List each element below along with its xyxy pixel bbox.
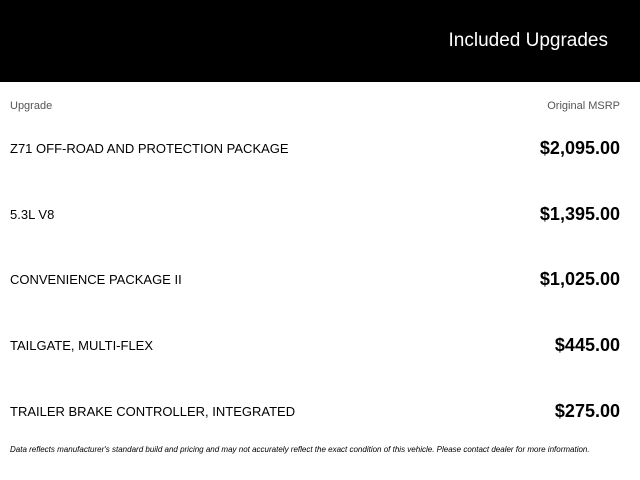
upgrade-price: $2,095.00 [539,138,620,158]
upgrade-price: $275.00 [554,400,620,421]
upgrade-name: CONVENIENCE PACKAGE II [10,272,182,288]
upgrade-row [10,130,620,196]
header-bar [0,0,640,82]
upgrade-price: $445.00 [554,335,620,356]
upgrade-row [10,261,620,327]
upgrade-row [10,327,620,393]
table-header [10,99,620,113]
upgrade-name: TRAILER BRAKE CONTROLLER, INTEGRATED [10,403,296,419]
upgrade-price: $1,025.00 [539,269,620,290]
upgrades-list [10,130,620,458]
msrp-column-header: Original MSRP [547,100,620,112]
upgrade-name: 5.3L V8 [10,206,55,222]
upgrade-name: Z71 OFF-ROAD AND PROTECTION PACKAGE [10,141,289,156]
disclaimer-text: Data reflects manufacturer's standard build and pricing and may not accurately reflect the exact condition of this vehicle. Please contact dealer for more information. [10,445,590,454]
upgrade-column-header: Upgrade [10,100,53,112]
upgrade-row [10,196,620,262]
page-title: Included Upgrades [448,30,608,51]
upgrade-name: TAILGATE, MULTI-FLEX [10,338,154,354]
upgrade-price: $1,395.00 [539,203,620,224]
